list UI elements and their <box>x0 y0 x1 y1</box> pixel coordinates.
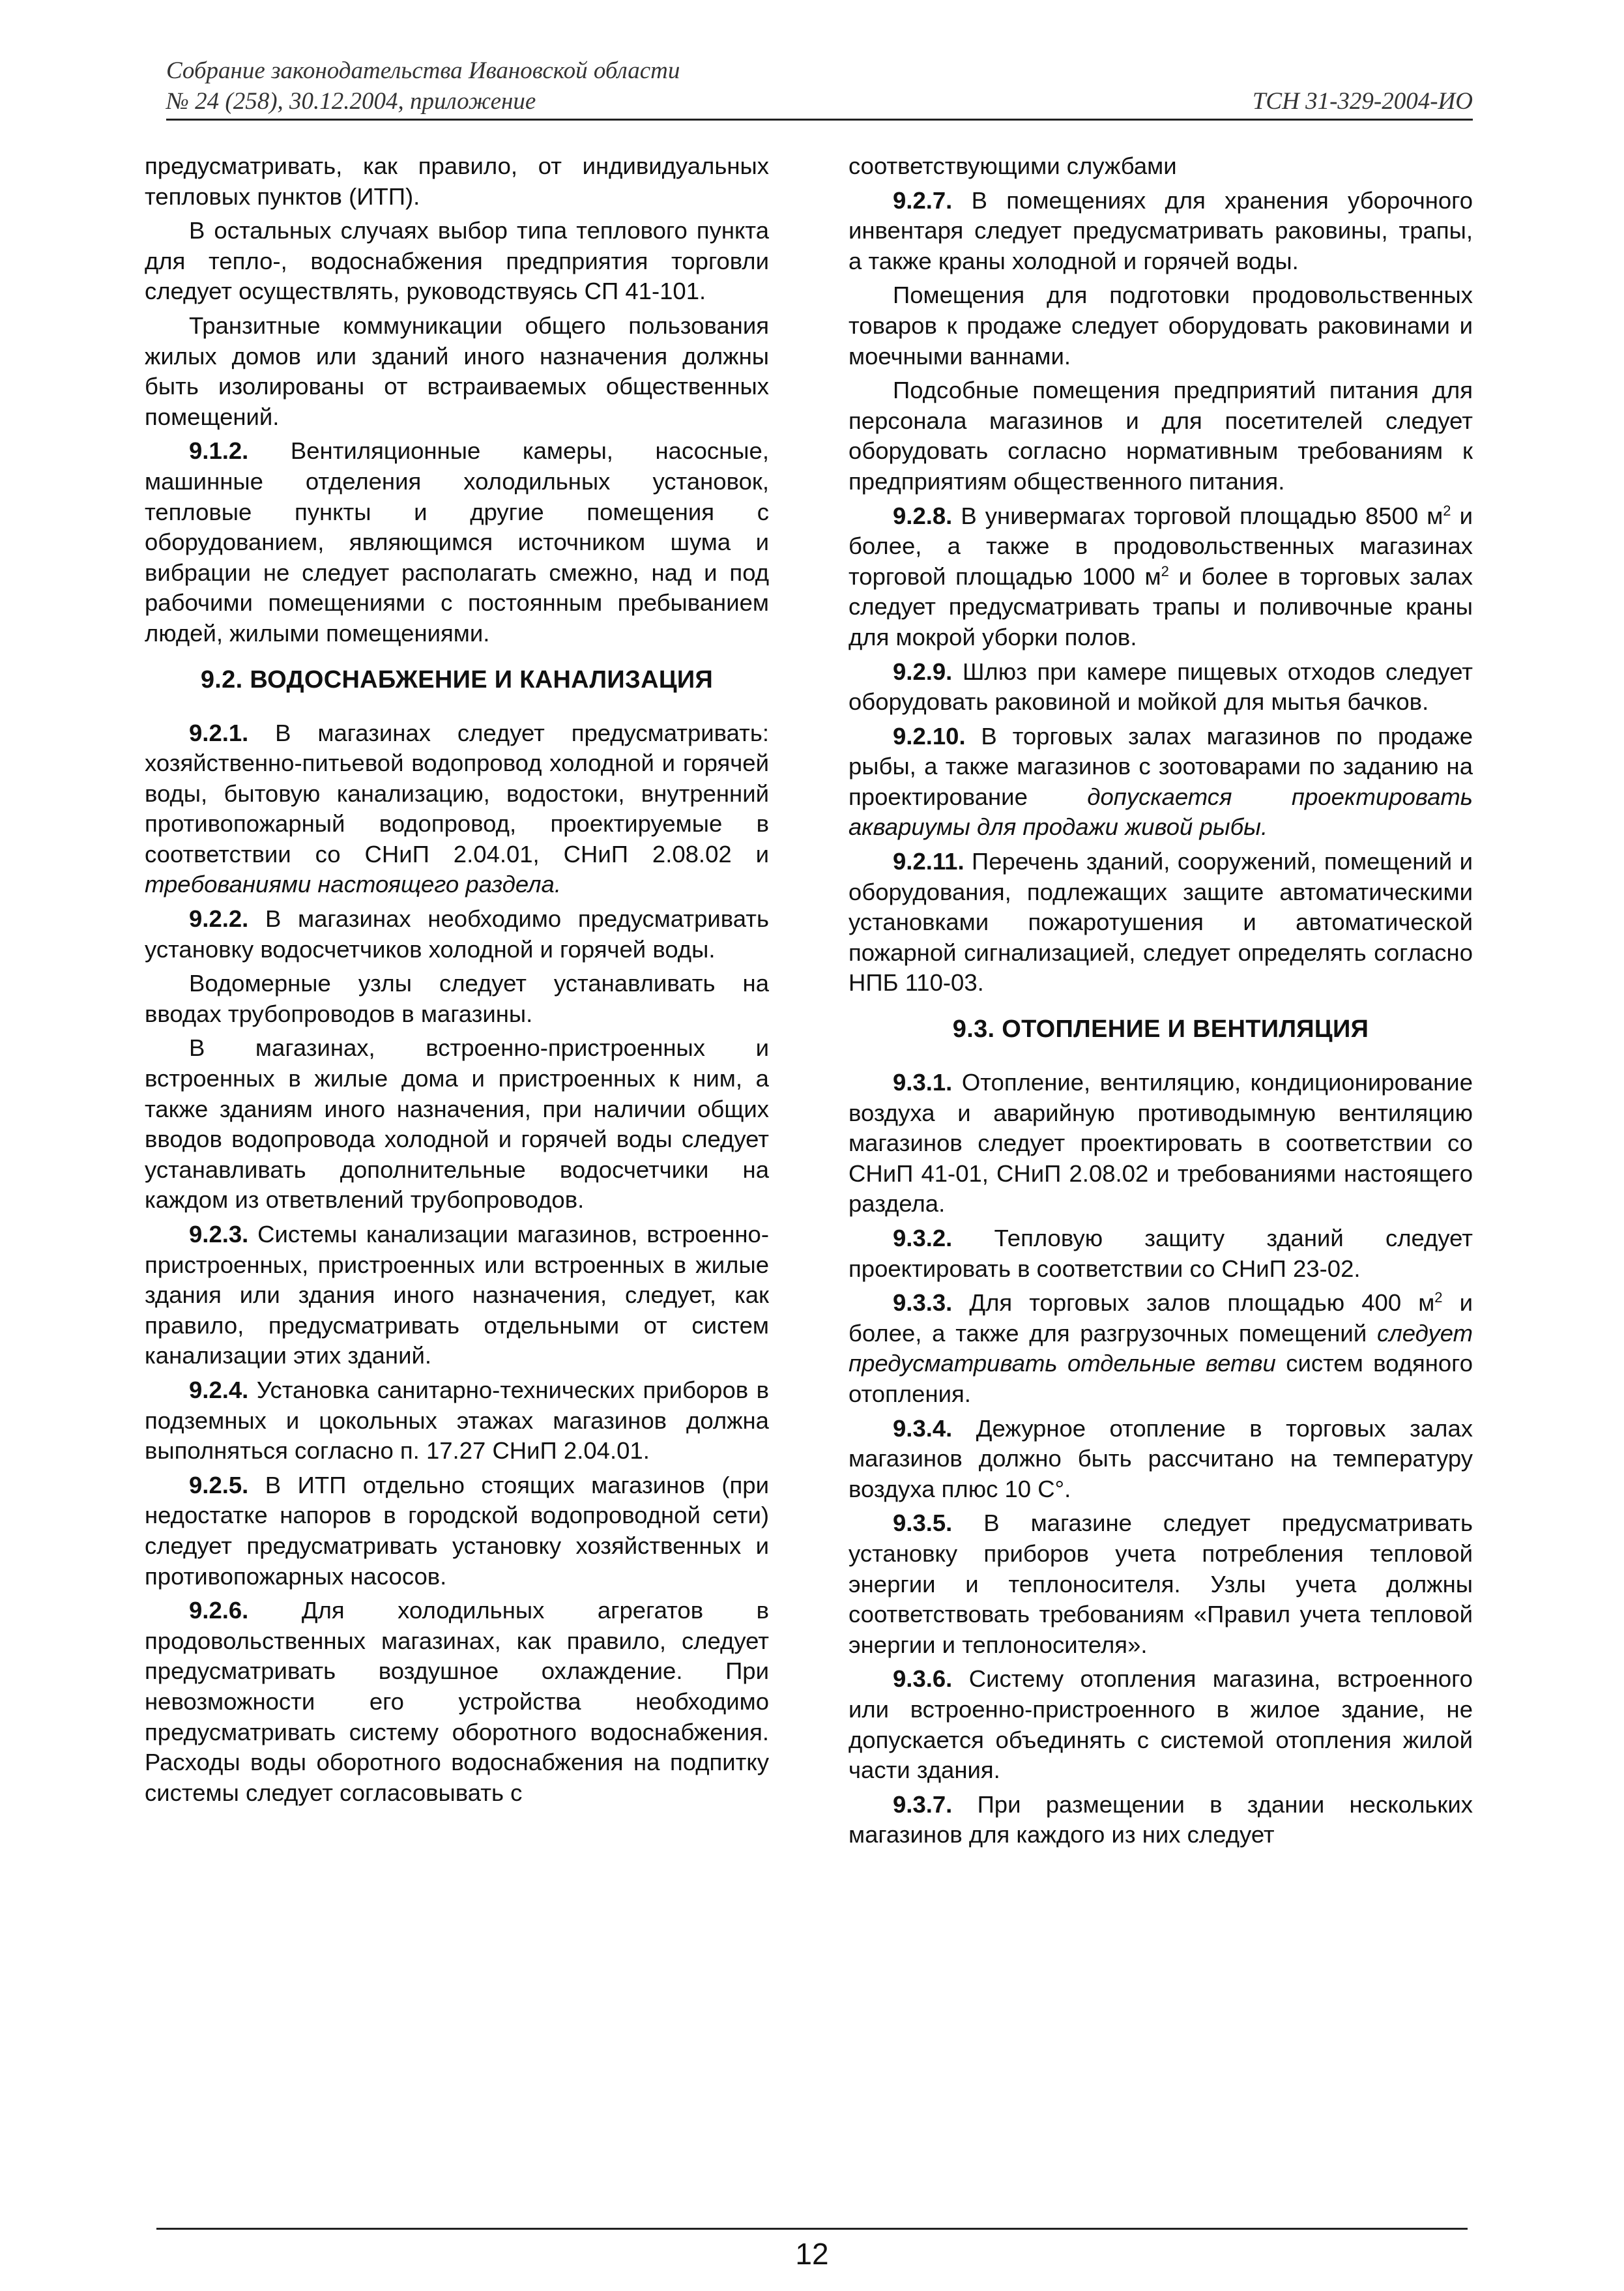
clause-text: и более в торговых залах следует предусматривать трапы и поливочные краны для мокрой уборки полов. <box>848 562 1473 650</box>
clause-text: Шлюз при камере пищевых отходов следует оборудовать раковиной и мойкой для мытья бачков. <box>848 658 1473 716</box>
page-number: 12 <box>795 2237 829 2271</box>
paragraph-9-2-5 <box>145 1470 769 1592</box>
paragraph-9-2-4 <box>145 1375 769 1467</box>
clause-number: 9.2.7. <box>893 186 953 214</box>
paragraph-9-2-6 <box>145 1596 769 1808</box>
paragraph-9-2-7 <box>848 186 1473 277</box>
clause-text: Дежурное отопление в торговых залах магазинов должно быть рассчитано на температуру воздуха плюс 10 С°. <box>848 1414 1473 1502</box>
clause-number: 9.3.4. <box>893 1414 953 1442</box>
superscript: 2 <box>1434 1289 1443 1306</box>
clause-text-italic: требованиями настоящего раздела. <box>145 871 561 898</box>
clause-text: В универмагах торговой площадью 8500 м <box>952 502 1443 529</box>
clause-text: В магазине следует предусматривать установку приборов учета потребления тепловой энергии и теплоносителя. Узлы учета должны соответствовать требованиям «Правил учета тепловой энергии и теплоносителя». <box>848 1510 1473 1658</box>
clause-text: Системы канализации магазинов, встроенно-пристроенных, пристроенных или встроенных в жилые здания или здания иного назначения, следует, как правило, предусматривать отдельными от систем канализации этих зданий. <box>145 1221 769 1369</box>
clause-number: 9.2.3. <box>189 1221 249 1248</box>
footer-divider <box>156 2228 1468 2230</box>
clause-text: Тепловую защиту зданий следует проектировать в соответствии со СНиП 23-02. <box>848 1225 1473 1282</box>
paragraph-9-2-1 <box>145 718 769 901</box>
paragraph-9-2-2 <box>145 904 769 965</box>
issue-reference: № 24 (258), 30.12.2004, приложение <box>166 88 536 115</box>
paragraph: Подсобные помещения предприятий питания для персонала магазинов и для посетителей следует оборудовать согласно нормативным требованиям к предприятиям общественного питания. <box>848 377 1473 495</box>
clause-text: систем водяного отопления. <box>848 1350 1473 1407</box>
paragraph-9-3-4 <box>848 1414 1473 1505</box>
paragraph: предусматривать, как правило, от индивидуальных тепловых пунктов (ИТП). <box>145 153 769 210</box>
paragraph: Водомерные узлы следует устанавливать на вводах трубопроводов в магазины. <box>145 970 769 1027</box>
paragraph: Транзитные коммуникации общего пользования жилых домов или зданий иного назначения должны быть изолированы от встраиваемых общественных помещений. <box>145 312 769 430</box>
clause-number: 9.2.5. <box>189 1471 249 1498</box>
clause-number: 9.2.1. <box>189 719 249 746</box>
paragraph-9-2-9 <box>848 657 1473 718</box>
paragraph-9-2-8 <box>848 501 1473 653</box>
clause-text: При размещении в здании нескольких магазинов для каждого из них следует <box>848 1790 1473 1848</box>
paragraph-9-3-6 <box>848 1664 1473 1785</box>
superscript: 2 <box>1161 562 1169 579</box>
clause-text: Перечень зданий, сооружений, помещений и оборудования, подлежащих защите автоматическими установками пожаротушения и автоматической пожарной сигнализацией, следует определять согласно НПБ 110-03. <box>848 848 1473 997</box>
clause-number: 9.3.2. <box>893 1225 953 1251</box>
clause-number: 9.3.3. <box>893 1289 953 1317</box>
left-column <box>145 151 769 1812</box>
clause-text: В ИТП отдельно стоящих магазинов (при недостатке напоров в городской водопроводной сети) следует предусматривать установку хозяйственных и противопожарных насосов. <box>145 1471 769 1590</box>
clause-number: 9.1.2. <box>189 437 249 465</box>
clause-text: Для холодильных агрегатов в продовольственных магазинах, как правило, следует предусматривать воздушное охлаждение. При невозможности его устройства необходимо предусматривать систему оборотного водоснабжения. Расходы воды оборотного водоснабжения на подпитку системы следует согласовывать с <box>145 1597 769 1806</box>
clause-number: 9.3.7. <box>893 1790 953 1818</box>
clause-text: В торговых залах магазинов по продаже рыбы, а также магазинов с зоотоварами по заданию на проектирование <box>848 722 1473 810</box>
clause-number: 9.2.2. <box>189 905 249 933</box>
clause-number: 9.2.10. <box>893 722 966 750</box>
section-heading-9-2: 9.2. ВОДОСНАБЖЕНИЕ И КАНАЛИЗАЦИЯ <box>200 665 714 693</box>
clause-number: 9.2.4. <box>189 1376 249 1403</box>
paragraph-9-3-2 <box>848 1223 1473 1284</box>
clause-text: Систему отопления магазина, встроенного или встроенно-пристроенного в жилое здание, не допускается объединять с системой отопления жилой части здания. <box>848 1665 1473 1784</box>
right-column <box>848 151 1473 1854</box>
clause-number: 9.3.5. <box>893 1510 953 1537</box>
clause-text: Установка санитарно-технических приборов в подземных и цокольных этажах магазинов должна выполняться согласно п. 17.27 СНиП 2.04.01. <box>145 1376 769 1465</box>
clause-text: и более, а также для разгрузочных помещений <box>848 1289 1473 1347</box>
paragraph-9-2-11 <box>848 847 1473 999</box>
clause-text: Вентиляционные камеры, насосные, машинные отделения холодильных установок, тепловые пункты и другие помещения с оборудованием, являющимся источником шума и вибрации не следует располагать смежно, над и под рабочими помещениями с постоянным пребыванием людей, жилыми помещениями. <box>145 437 769 647</box>
clause-number: 9.2.11. <box>893 848 964 875</box>
page-header <box>166 56 1473 121</box>
clause-number: 9.3.1. <box>893 1069 953 1096</box>
collection-title: Собрание законодательства Ивановской области <box>166 57 680 84</box>
paragraph: В остальных случаях выбор типа теплового пункта для тепло-, водоснабжения предприятия торговли следует осуществлять, руководствуясь СП 41-101. <box>145 217 769 305</box>
clause-text-italic: следует предусматривать отдельные ветви <box>848 1319 1473 1377</box>
paragraph: Помещения для подготовки продовольственных товаров к продаже следует оборудовать раковинами и моечными ваннами. <box>848 282 1473 370</box>
header-line-two <box>166 86 1473 121</box>
paragraph-9-3-5 <box>848 1508 1473 1660</box>
clause-text: В помещениях для хранения уборочного инвентаря следует предусматривать раковины, трапы, а также краны холодной и горячей воды. <box>848 186 1473 274</box>
clause-text: Отопление, вентиляцию, кондиционирование воздуха и аварийную противодымную вентиляцию магазинов следует проектировать в соответствии со СНиП 41-01, СНиП 2.08.02 и требованиями настоящего раздела. <box>848 1069 1473 1218</box>
paragraph: соответствующими службами <box>848 153 1177 179</box>
superscript: 2 <box>1443 502 1451 519</box>
clause-number: 9.2.8. <box>893 502 953 529</box>
paragraph-9-2-3 <box>145 1219 769 1371</box>
paragraph: В магазинах, встроенно-пристроенных и встроенных в жилые дома и пристроенных к ним, а также зданиям иного назначения, при наличии общих вводов водопровода холодной и горячей воды следует устанавливать дополнительные водосчетчики на каждом из ответвлений трубопроводов. <box>145 1034 769 1214</box>
clause-text: В магазинах следует предусматривать: хозяйственно-питьевой водопровод холодной и горячей воды, бытовую канализацию, водостоки, внутренний противопожарный водопровод, проектируемые в соответствии со СНиП 2.04.01, СНиП 2.08.02 и <box>145 719 769 868</box>
clause-number: 9.2.9. <box>893 658 953 685</box>
paragraph-9-1-2 <box>145 436 769 649</box>
paragraph-9-3-7 <box>848 1790 1473 1850</box>
paragraph-9-3-3 <box>848 1288 1473 1409</box>
clause-number: 9.3.6. <box>893 1665 953 1693</box>
clause-text: Для торговых залов площадью 400 м <box>952 1289 1435 1317</box>
clause-number: 9.2.6. <box>189 1597 249 1624</box>
document-code: ТСН 31-329-2004-ИО <box>1252 88 1473 115</box>
clause-text-italic: допускается проектировать аквариумы для продажи живой рыбы. <box>848 783 1473 841</box>
paragraph-9-3-1 <box>848 1068 1473 1219</box>
clause-text: и более, а также в продовольственных магазинах торговой площадью 1000 м <box>848 502 1473 590</box>
paragraph-9-2-10 <box>848 722 1473 843</box>
section-heading-9-3: 9.3. ОТОПЛЕНИЕ И ВЕНТИЛЯЦИЯ <box>952 1015 1369 1043</box>
clause-text: В магазинах необходимо предусматривать установку водосчетчиков холодной и горячей воды. <box>145 905 769 963</box>
